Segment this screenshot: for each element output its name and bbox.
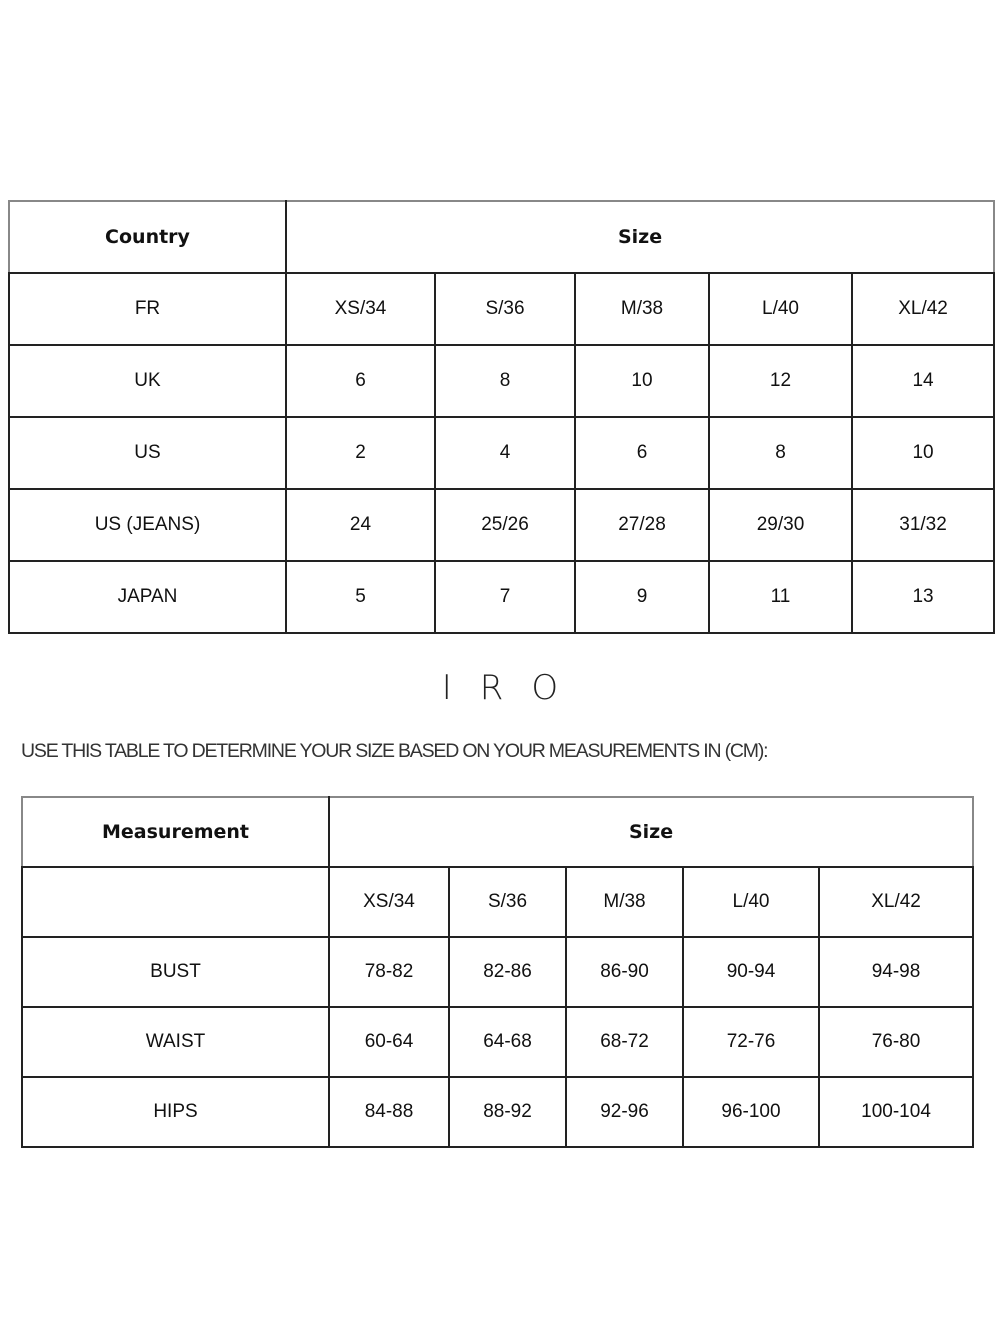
table-cell: 31/32 (852, 489, 994, 561)
table-cell: 100-104 (819, 1077, 973, 1147)
size-column-header: Size (329, 797, 973, 867)
table-cell: 72-76 (683, 1007, 819, 1077)
table-cell: 6 (575, 417, 709, 489)
table-cell: 2 (286, 417, 435, 489)
table-row (9, 345, 994, 417)
table-row (22, 867, 973, 937)
table-cell: 25/26 (435, 489, 575, 561)
table-cell: L/40 (683, 867, 819, 937)
table-cell: 8 (435, 345, 575, 417)
table-row (9, 561, 994, 633)
table-cell: 64-68 (449, 1007, 566, 1077)
table-cell: 94-98 (819, 937, 973, 1007)
table-cell: 8 (709, 417, 852, 489)
row-label: WAIST (22, 1007, 329, 1077)
brand-logo: IRO (441, 668, 587, 708)
table-cell: 7 (435, 561, 575, 633)
table-cell: 90-94 (683, 937, 819, 1007)
table-cell: 82-86 (449, 937, 566, 1007)
size-column-header: Size (286, 201, 994, 273)
table-cell: 12 (709, 345, 852, 417)
table-cell: S/36 (449, 867, 566, 937)
table-cell: 96-100 (683, 1077, 819, 1147)
instruction-text: USE THIS TABLE TO DETERMINE YOUR SIZE BASED ON YOUR MEASUREMENTS IN (CM): (21, 740, 768, 762)
table-cell: 68-72 (566, 1007, 683, 1077)
country-column-header: Country (9, 201, 286, 273)
table-row (22, 937, 973, 1007)
table-cell: 84-88 (329, 1077, 449, 1147)
table-cell: 4 (435, 417, 575, 489)
table-cell: 24 (286, 489, 435, 561)
table-cell: 78-82 (329, 937, 449, 1007)
table-cell: 14 (852, 345, 994, 417)
table-cell: 6 (286, 345, 435, 417)
row-label: US (9, 417, 286, 489)
country-size-table (8, 200, 995, 634)
table-cell: 10 (575, 345, 709, 417)
table-cell: L/40 (709, 273, 852, 345)
table-cell: 10 (852, 417, 994, 489)
table-cell: M/38 (566, 867, 683, 937)
row-label: FR (9, 273, 286, 345)
table-cell: 5 (286, 561, 435, 633)
row-label: BUST (22, 937, 329, 1007)
table-header-row (22, 797, 973, 867)
table-row (22, 1077, 973, 1147)
table-cell: 29/30 (709, 489, 852, 561)
table-row (9, 273, 994, 345)
row-label: HIPS (22, 1077, 329, 1147)
table-cell: 88-92 (449, 1077, 566, 1147)
table-cell: 11 (709, 561, 852, 633)
table-cell: 13 (852, 561, 994, 633)
measurement-size-table (21, 796, 974, 1148)
table-cell: XS/34 (286, 273, 435, 345)
table-row (22, 1007, 973, 1077)
measurement-column-header: Measurement (22, 797, 329, 867)
row-label: UK (9, 345, 286, 417)
table-cell: 60-64 (329, 1007, 449, 1077)
row-label: US (JEANS) (9, 489, 286, 561)
table-cell: 9 (575, 561, 709, 633)
table-cell: XS/34 (329, 867, 449, 937)
table-cell: XL/42 (852, 273, 994, 345)
table-cell: XL/42 (819, 867, 973, 937)
table-cell: 27/28 (575, 489, 709, 561)
row-label: JAPAN (9, 561, 286, 633)
table-cell: 92-96 (566, 1077, 683, 1147)
table-cell: 76-80 (819, 1007, 973, 1077)
table-cell: 86-90 (566, 937, 683, 1007)
table-cell: S/36 (435, 273, 575, 345)
table-row (9, 489, 994, 561)
row-label (22, 867, 329, 937)
table-header-row (9, 201, 994, 273)
table-row (9, 417, 994, 489)
table-cell: M/38 (575, 273, 709, 345)
